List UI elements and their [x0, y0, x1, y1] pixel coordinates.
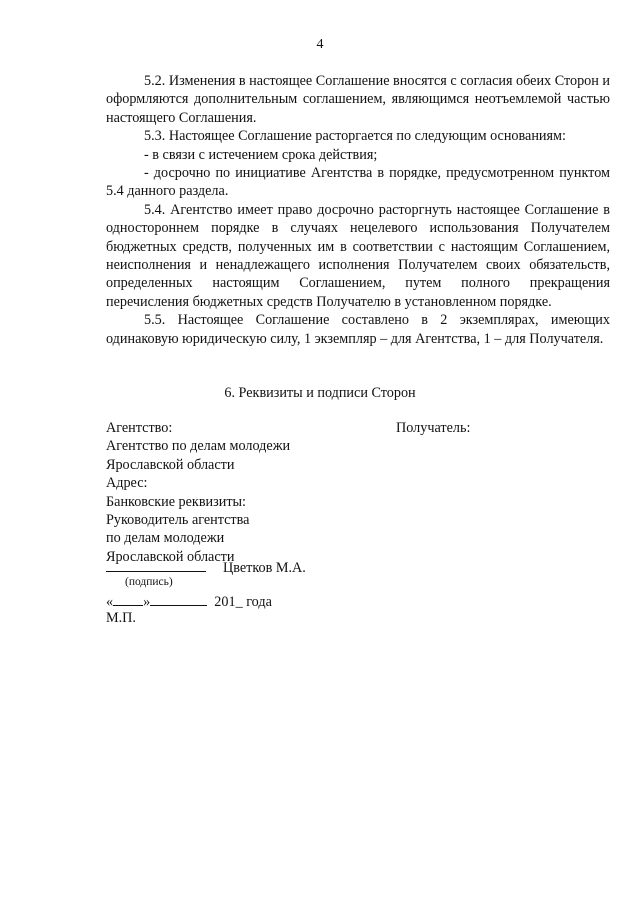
paragraph-5-4: 5.4. Агентство имеет право досрочно расторгнуть настоящее Соглашение в одностороннем порядке в случаях нецелевого использования Получателем бюджетных средств, полученных им в соответствии с настоящим Соглашением, неисполнения и ненадлежащего исполнения Получателем своих обязательств, определенных настоящим Соглашением, путем полного прекращения перечисления бюджетных средств Получателю в установленном порядке.: [106, 201, 610, 310]
paragraph-5-3: 5.3. Настоящее Соглашение расторгается по следующим основаниям:: [144, 128, 566, 145]
paragraph-5-3-item-expiry: - в связи с истечением срока действия;: [144, 146, 378, 163]
section-title: 6. Реквизиты и подписи Сторон: [224, 385, 416, 401]
agency-head-line2: по делам молодежи: [106, 530, 225, 547]
agreement-body: [106, 72, 610, 348]
date-close-quote: »: [143, 594, 151, 610]
agency-name-line2: Ярославской области: [106, 456, 235, 473]
agency-name-line1: Агентство по делам молодежи: [106, 438, 291, 455]
agency-head-line3: Ярославской области: [106, 548, 235, 565]
agency-heading: Агентство:: [106, 420, 173, 436]
paragraph-5-5: 5.5. Настоящее Соглашение составлено в 2 экземплярах, имеющих одинаковую юридическую силу, 1 экземпляр – для Агентства, 1 – для Получателя.: [106, 312, 610, 347]
date-line: [106, 592, 272, 611]
stamp-label: М.П.: [106, 610, 136, 626]
paragraph-5-2: 5.2. Изменения в настоящее Соглашение вносятся с согласия обеих Сторон и оформляются дополнительным соглашением, являющимся неотъемлемой частью настоящего Соглашения.: [106, 73, 610, 126]
signature-blank: [106, 558, 206, 572]
date-day-blank: [113, 592, 143, 606]
agency-address-label: Адрес:: [106, 475, 148, 492]
signatory-name: Цветков М.А.: [223, 560, 306, 576]
page-number: 4: [316, 37, 324, 52]
date-open-quote: «: [106, 594, 114, 610]
date-month-blank: [150, 592, 207, 606]
recipient-requisites: [396, 419, 470, 437]
agency-requisites: [106, 419, 396, 566]
agency-bank-label: Банковские реквизиты:: [106, 493, 246, 510]
signature-line: [106, 558, 306, 577]
recipient-heading: Получатель:: [396, 420, 471, 436]
paragraph-5-3-item-early: - досрочно по инициативе Агентства в порядке, предусмотренном пунктом 5.4 данного раздела.: [106, 165, 610, 200]
signature-caption: (подпись): [125, 576, 173, 588]
date-year: 201_ года: [214, 594, 272, 610]
agency-head-line1: Руководитель агентства: [106, 512, 250, 529]
